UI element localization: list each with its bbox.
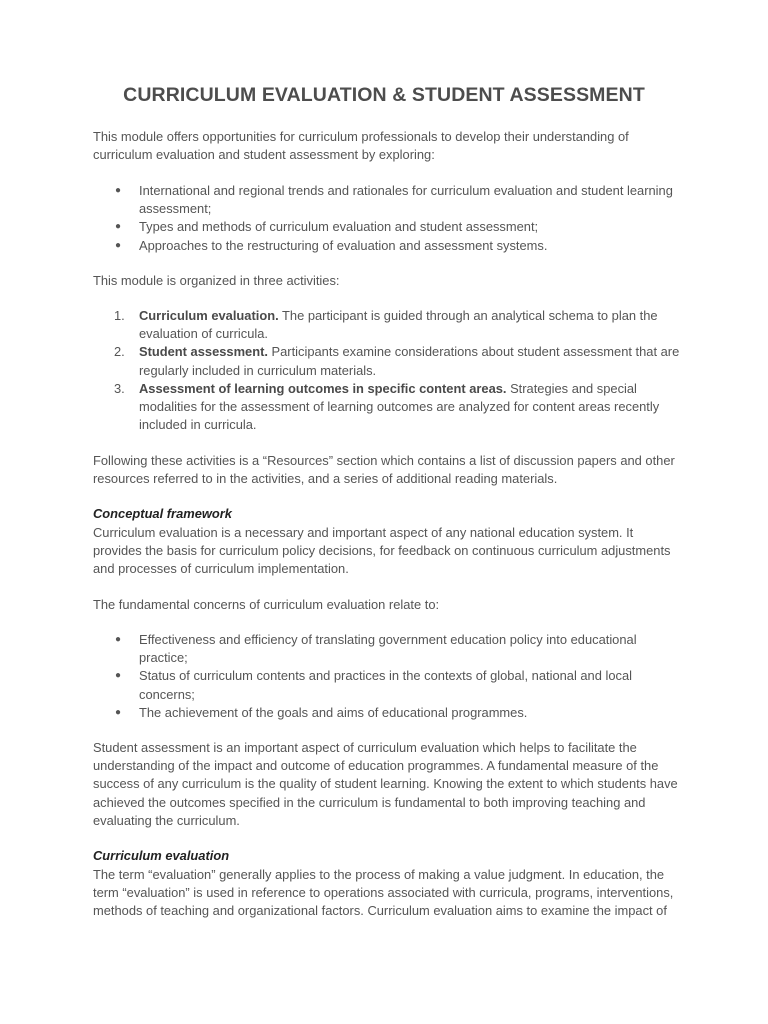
activities-list (93, 307, 683, 434)
list-item-text: The achievement of the goals and aims of educational programmes. (139, 704, 528, 720)
conceptual-paragraph: Curriculum evaluation is a necessary and important aspect of any national education system. It provides the basis for curriculum policy decisions, for feedback on continuous curriculum adjustments and processes of curriculum implementation. (93, 525, 671, 577)
list-number: 2. (114, 344, 125, 360)
organized-paragraph: This module is organized in three activities: (93, 273, 340, 288)
list-item-text: Status of curriculum contents and practices in the contexts of global, national and local concerns; (139, 668, 632, 702)
list-item (93, 631, 683, 667)
bullet-icon: ● (115, 706, 122, 718)
page-title: CURRICULUM EVALUATION & STUDENT ASSESSMENT (123, 84, 645, 106)
list-item (93, 380, 683, 435)
list-number: 1. (114, 308, 125, 323)
activity-text: The participant is guided through an analytical schema to plan the evaluation of curricula. (139, 308, 658, 342)
list-item (93, 237, 683, 255)
bullet-icon: ● (115, 185, 122, 196)
list-item-text: Types and methods of curriculum evaluation and student assessment; (139, 219, 539, 235)
list-item (93, 343, 683, 379)
list-item (93, 307, 683, 343)
resources-paragraph: Following these activities is a “Resources” section which contains a list of discussion papers and other resources referred to in the activities, and a series of additional reading materials. (93, 453, 675, 487)
activity-title: Student assessment. (139, 344, 268, 360)
concerns-intro: The fundamental concerns of curriculum evaluation relate to: (93, 597, 440, 612)
concerns-list (93, 631, 683, 722)
section-heading-curriculum-evaluation: Curriculum evaluation (93, 848, 230, 863)
list-item-text: International and regional trends and rationales for curriculum evaluation and student learning assessment; (139, 183, 673, 217)
bullet-icon: ● (115, 670, 122, 682)
activity-title: Curriculum evaluation. (139, 308, 279, 323)
list-item-text: Effectiveness and efficiency of translating government education policy into educational practice; (139, 632, 637, 666)
bullet-icon: ● (115, 221, 122, 233)
evaluation-paragraph: The term “evaluation” generally applies to the process of making a value judgment. In education, the term “evaluation” is used in reference to operations associated with curricula, programs, interventions, methods of teaching and organizational factors. Curriculum evaluation aims to examine the impact of (93, 867, 674, 919)
assessment-paragraph: Student assessment is an important aspect of curriculum evaluation which helps to facilitate the understanding of the impact and outcome of education programmes. A fundamental measure of the success of any curriculum is the quality of student learning. Knowing the extent to which students have achieved the outcomes specified in the curriculum is fundamental to both improving teaching and evaluating the curriculum. (93, 740, 678, 828)
section-heading-conceptual: Conceptual framework (93, 506, 232, 521)
bullet-icon: ● (115, 634, 122, 645)
bullet-icon: ● (115, 239, 122, 251)
list-item (93, 704, 683, 722)
list-item (93, 218, 683, 236)
explore-list (93, 182, 683, 255)
activity-text: Participants examine considerations about student assessment that are regularly included in curriculum materials. (139, 344, 680, 378)
activity-text: Strategies and special modalities for the assessment of learning outcomes are analyzed for content areas recently included in curricula. (139, 380, 660, 433)
activity-title: Assessment of learning outcomes in specific content areas. (139, 380, 507, 396)
list-item-text: Approaches to the restructuring of evaluation and assessment systems. (139, 237, 548, 253)
intro-paragraph: This module offers opportunities for curriculum professionals to develop their understanding of curriculum evaluation and student assessment by exploring: (93, 129, 629, 163)
list-item (93, 182, 683, 218)
list-item (93, 667, 683, 703)
list-number: 3. (114, 380, 125, 396)
